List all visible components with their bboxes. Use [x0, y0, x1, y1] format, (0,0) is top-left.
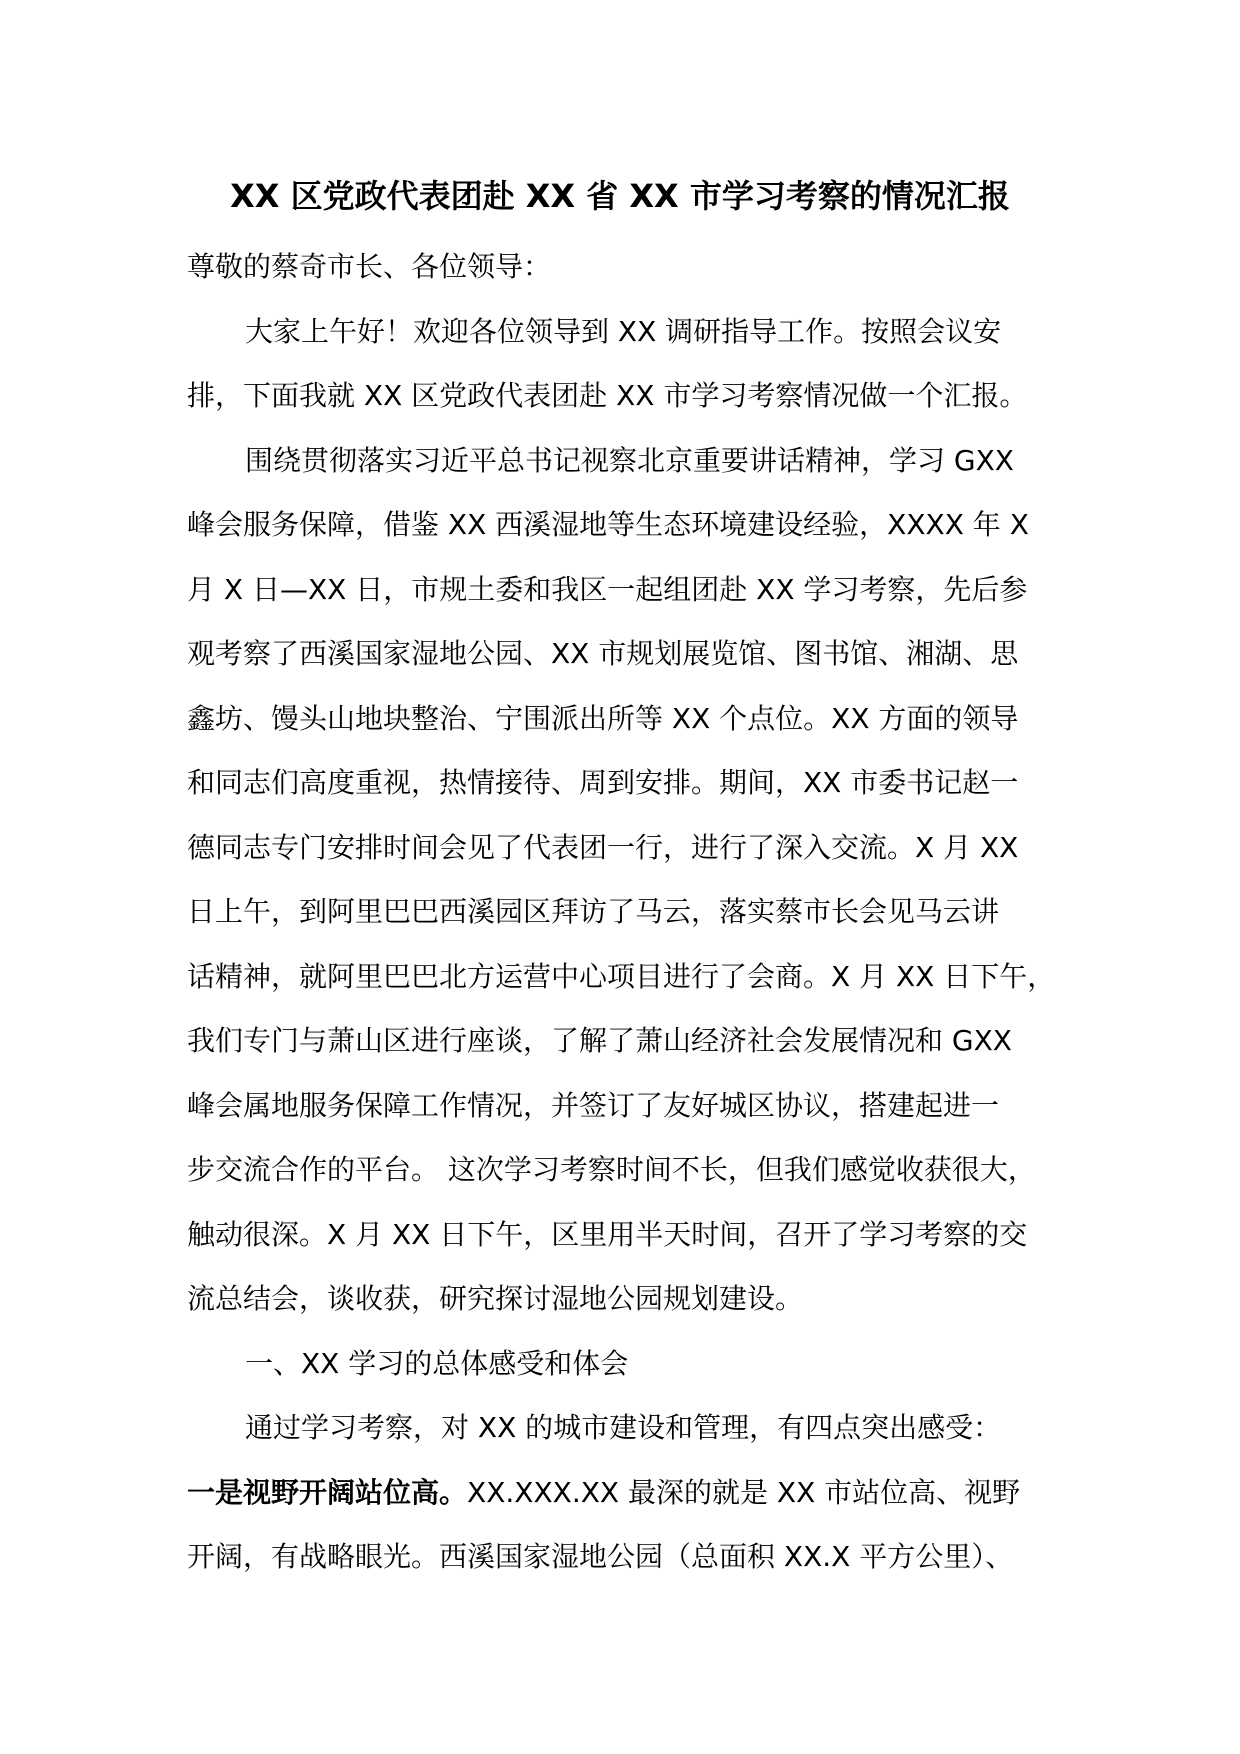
overview-line: 峰会服务保障，借鉴 XX 西溪湿地等生态环境建设经验，XXXX 年 X — [187, 508, 1029, 541]
overview-line: 月 X 日—XX 日，市规土委和我区一起组团赴 XX 学习考察，先后参 — [187, 572, 1028, 606]
overview-line: 峰会属地服务保障工作情况，并签订了友好城区协议，搭建起进一 — [187, 1088, 1000, 1122]
section-heading: 一、XX 学习的总体感受和体会 — [245, 1346, 629, 1380]
intro-line: 排，下面我就 XX 区党政代表团赴 XX 市学习考察情况做一个汇报。 — [187, 379, 1028, 412]
overview-line: 话精神，就阿里巴巴北方运营中心项目进行了会商。X 月 XX 日下午， — [187, 959, 1056, 993]
overview-line: 观考察了西溪国家湿地公园、XX 市规划展览馆、图书馆、湘湖、思 — [187, 637, 1019, 670]
overview-line: 触动很深。X 月 XX 日下午，区里用半天时间，召开了学习考察的交 — [187, 1217, 1028, 1251]
point1-heading: 一是视野开阔站位高。 — [187, 1475, 468, 1509]
overview-line: 步交流合作的平台。 这次学习考察时间不长，但我们感觉收获很大， — [187, 1153, 1036, 1186]
overview-line: 围绕贯彻落实习近平总书记视察北京重要讲话精神，学习 GXX — [245, 443, 1014, 477]
point1-line: 开阔，有战略眼光。西溪国家湿地公园（总面积 XX.X 平方公里）、 — [187, 1540, 1014, 1573]
salutation: 尊敬的蔡奇市长、各位领导： — [187, 250, 552, 283]
point1-text: XX.XXX.XX 最深的就是 XX 市站位高、视野 — [467, 1475, 1021, 1509]
overview-line: 德同志专门安排时间会见了代表团一行，进行了深入交流。X 月 XX — [187, 830, 1019, 864]
overview-line: 和同志们高度重视，热情接待、周到安排。期间，XX 市委书记赵一 — [187, 766, 1019, 799]
overview-line: 我们专门与萧山区进行座谈，了解了萧山经济社会发展情况和 GXX — [187, 1024, 1012, 1057]
overview-line: 鑫坊、馒头山地块整治、宁围派出所等 XX 个点位。XX 方面的领导 — [187, 701, 1019, 735]
point1-line — [187, 1461, 1087, 1526]
overview-line: 日上午，到阿里巴巴西溪园区拜访了马云，落实蔡市长会见马云讲 — [187, 895, 1000, 928]
overview-line: 流总结会，谈收获，研究探讨湿地公园规划建设。 — [187, 1282, 804, 1315]
document-title: XX 区党政代表团赴 XX 省 XX 市学习考察的情况汇报 — [230, 177, 1010, 215]
document-body — [187, 235, 1087, 1590]
intro-line: 大家上午好！欢迎各位领导到 XX 调研指导工作。按照会议安 — [245, 314, 1002, 348]
section-intro: 通过学习考察，对 XX 的城市建设和管理，有四点突出感受： — [245, 1411, 1002, 1444]
